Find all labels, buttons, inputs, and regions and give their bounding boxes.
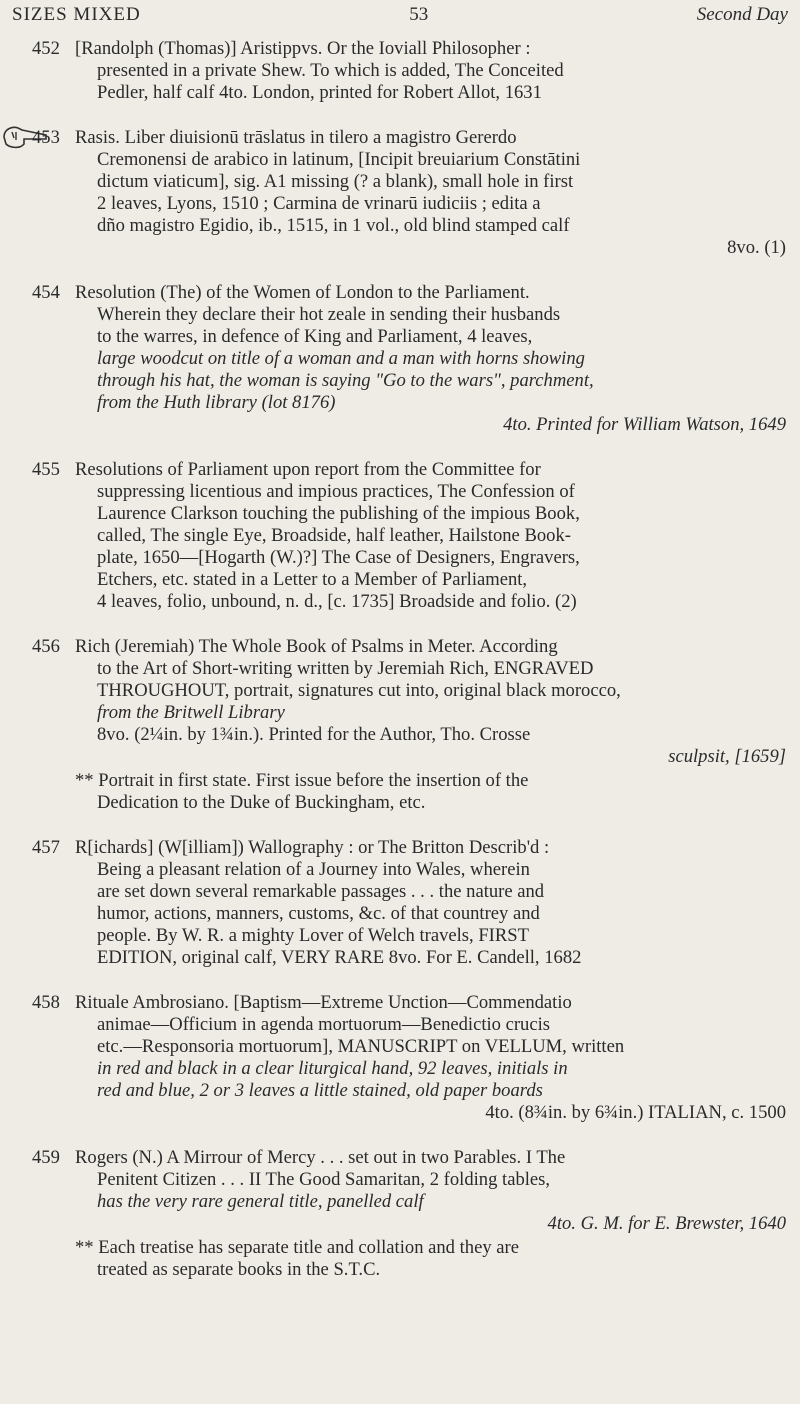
lot-entry xyxy=(0,38,800,104)
lot-line: etc.—Responsoria mortuorum], MANUSCRIPT on VELLUM, written xyxy=(97,1036,625,1057)
lot-entry xyxy=(0,837,800,969)
lot-entry xyxy=(0,282,800,436)
lot-note: Dedication to the Duke of Buckingham, etc. xyxy=(97,792,426,813)
lot-line: 8vo. (2¼in. by 1¾in.). Printed for the Author, Tho. Crosse xyxy=(97,724,531,745)
lot-entry xyxy=(0,459,800,613)
lot-line: Rogers (N.) A Mirrour of Mercy . . . set out in two Parables. I The xyxy=(75,1147,566,1168)
lot-line: Rituale Ambrosiano. [Baptism—Extreme Unction—Commendatio xyxy=(75,992,572,1013)
lot-line: in red and black in a clear liturgical hand, 92 leaves, initials in xyxy=(97,1058,568,1079)
lot-line: Rich (Jeremiah) The Whole Book of Psalms in Meter. According xyxy=(75,636,558,657)
lot-line: humor, actions, manners, customs, &c. of that countrey and xyxy=(97,903,540,924)
lot-line: plate, 1650—[Hogarth (W.)?] The Case of Designers, Engravers, xyxy=(97,547,580,568)
lot-imprint: 4to. G. M. for E. Brewster, 1640 xyxy=(547,1213,786,1234)
lot-note: ** Portrait in first state. First issue before the insertion of the xyxy=(75,770,529,791)
lot-line: 2 leaves, Lyons, 1510 ; Carmina de vrinarū iudiciis ; edita a xyxy=(97,193,541,214)
lot-line: to the warres, in defence of King and Parliament, 4 leaves, xyxy=(97,326,533,347)
lot-line: has the very rare general title, panelled calf xyxy=(97,1191,424,1212)
catalogue-entries xyxy=(0,38,800,1304)
lot-line: red and blue, 2 or 3 leaves a little stained, old paper boards xyxy=(97,1080,543,1101)
lot-line: presented in a private Shew. To which is added, The Conceited xyxy=(97,60,564,81)
lot-note: treated as separate books in the S.T.C. xyxy=(97,1259,381,1280)
lot-line: to the Art of Short-writing written by Jeremiah Rich, ENGRAVED xyxy=(97,658,594,679)
lot-line: animae—Officium in agenda mortuorum—Benedictio crucis xyxy=(97,1014,551,1035)
lot-imprint: sculpsit, [1659] xyxy=(668,746,786,767)
lot-line: Cremonensi de arabico in latinum, [Incipit breuiarium Constātini xyxy=(97,149,581,170)
lot-line: 4 leaves, folio, unbound, n. d., [c. 1735] Broadside and folio. (2) xyxy=(97,591,577,612)
lot-line: called, The single Eye, Broadside, half leather, Hailstone Book- xyxy=(97,525,571,546)
page-number: 53 xyxy=(409,4,429,25)
lot-number: 459 xyxy=(32,1147,60,1168)
running-head-left: SIZES MIXED xyxy=(12,4,141,25)
lot-number: 456 xyxy=(32,636,60,657)
lot-line: Wherein they declare their hot zeale in sending their husbands xyxy=(97,304,561,325)
lot-line: are set down several remarkable passages . . . the nature and xyxy=(97,881,545,902)
lot-line: Pedler, half calf 4to. London, printed for Robert Allot, 1631 xyxy=(97,82,542,103)
lot-number: 454 xyxy=(32,282,60,303)
lot-line: [Randolph (Thomas)] Aristippvs. Or the Ioviall Philosopher : xyxy=(75,38,531,59)
lot-line: through his hat, the woman is saying "Go to the wars", parchment, xyxy=(97,370,594,391)
lot-number: 452 xyxy=(32,38,60,59)
lot-entry xyxy=(0,636,800,814)
lot-format: 4to. (8¾in. by 6¾in.) ITALIAN, c. 1500 xyxy=(485,1102,786,1123)
lot-line: from the Huth library (lot 8176) xyxy=(97,392,336,413)
lot-line: Being a pleasant relation of a Journey into Wales, wherein xyxy=(97,859,530,880)
lot-line: large woodcut on title of a woman and a man with horns showing xyxy=(97,348,585,369)
lot-number: 455 xyxy=(32,459,60,480)
lot-number: 453 xyxy=(32,127,60,148)
running-head-right: Second Day xyxy=(696,4,788,25)
lot-entry xyxy=(0,992,800,1124)
lot-line: Resolutions of Parliament upon report from the Committee for xyxy=(75,459,541,480)
lot-line: THROUGHOUT, portrait, signatures cut into, original black morocco, xyxy=(97,680,621,701)
lot-format: 8vo. (1) xyxy=(727,237,786,258)
lot-line: dño magistro Egidio, ib., 1515, in 1 vol., old blind stamped calf xyxy=(97,215,570,236)
lot-line: Rasis. Liber diuisionū trāslatus in tilero a magistro Gererdo xyxy=(75,127,517,148)
lot-line: from the Britwell Library xyxy=(97,702,285,723)
lot-line: suppressing licentious and impious practices, The Confession of xyxy=(97,481,575,502)
lot-entry xyxy=(0,1147,800,1281)
lot-line: EDITION, original calf, VERY RARE 8vo. For E. Candell, 1682 xyxy=(97,947,582,968)
lot-number: 458 xyxy=(32,992,60,1013)
lot-line: people. By W. R. a mighty Lover of Welch travels, FIRST xyxy=(97,925,529,946)
lot-note: ** Each treatise has separate title and collation and they are xyxy=(75,1237,519,1258)
lot-entry xyxy=(0,127,800,259)
lot-line: R[ichards] (W[illiam]) Wallography : or The Britton Describ'd : xyxy=(75,837,550,858)
page-header xyxy=(12,4,788,34)
lot-imprint: 4to. Printed for William Watson, 1649 xyxy=(503,414,786,435)
lot-number: 457 xyxy=(32,837,60,858)
lot-line: Laurence Clarkson touching the publishing of the impious Book, xyxy=(97,503,580,524)
lot-line: dictum viaticum], sig. A1 missing (? a blank), small hole in first xyxy=(97,171,574,192)
lot-line: Resolution (The) of the Women of London to the Parliament. xyxy=(75,282,530,303)
lot-line: Penitent Citizen . . . II The Good Samaritan, 2 folding tables, xyxy=(97,1169,551,1190)
lot-line: Etchers, etc. stated in a Letter to a Member of Parliament, xyxy=(97,569,528,590)
